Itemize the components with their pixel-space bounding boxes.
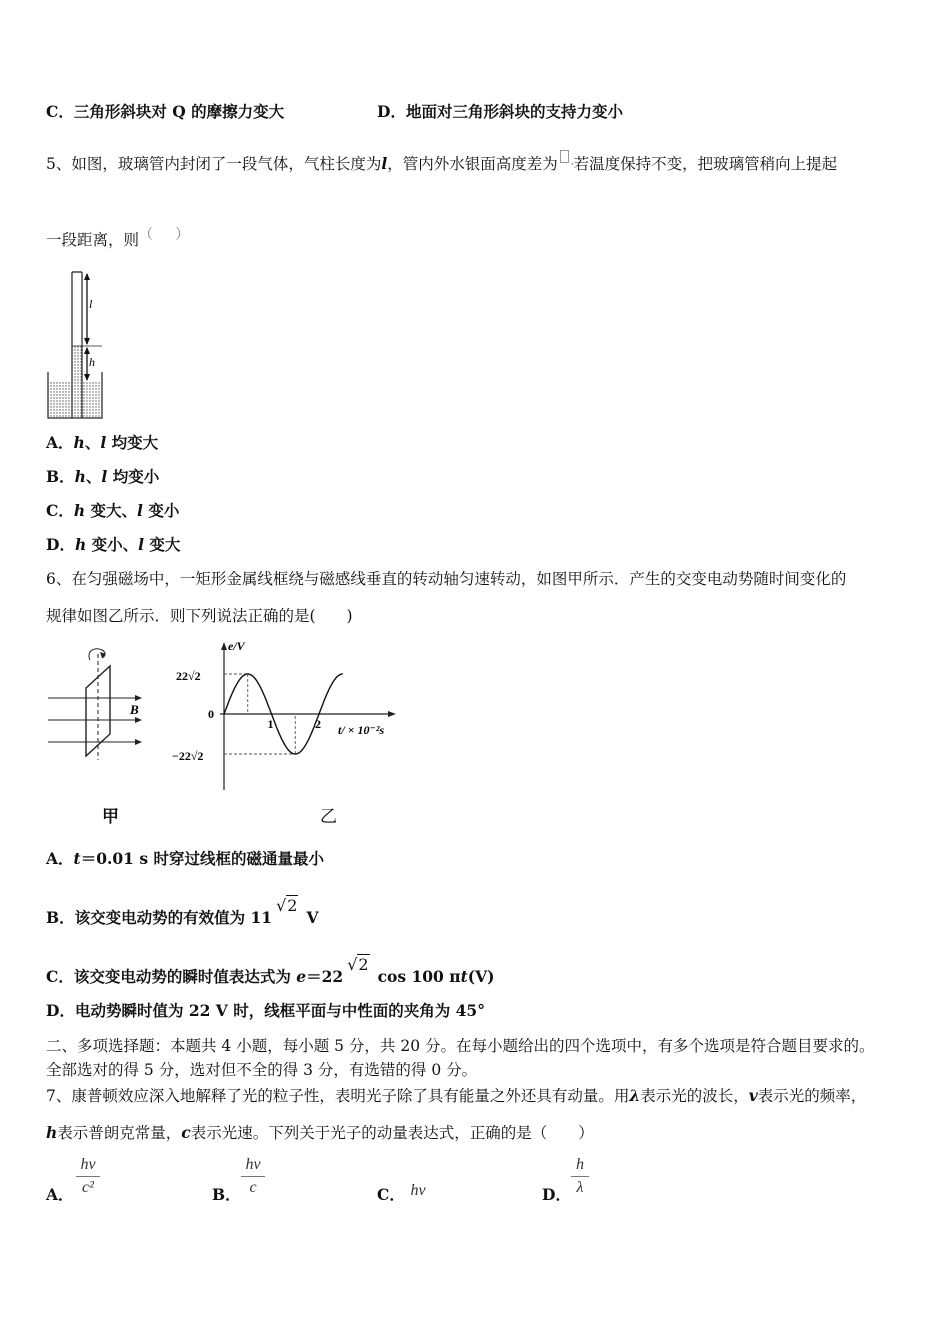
y-max-label: 22√2 — [176, 669, 201, 683]
q7-stem-line2: h表示普朗克常量，c表示光速。下列关于光子的动量表达式，正确的是（ ） — [46, 1123, 594, 1142]
q7-option-c-expression: hν — [410, 1182, 426, 1199]
x-tick-2: 2 — [315, 717, 321, 731]
q6-option-d: D．电动势瞬时值为 22 V 时，线框平面与中性面的夹角为 45° — [46, 1001, 485, 1020]
section2-heading-line2: 全部选对的得 5 分，选对但不全的得 3 分，有选错的得 0 分。 — [46, 1061, 478, 1079]
q7-option-c-letter: C． — [377, 1185, 405, 1204]
section2-heading-line1: 二、多项选择题：本题共 4 小题，每小题 5 分，共 20 分。在每小题给出的四个选项中，有多个选项是符合题目要求的。 — [46, 1037, 875, 1055]
q7-option-a-fraction: hν c² — [76, 1156, 100, 1197]
q5-option-a: A．h、l 均变大 — [46, 433, 159, 452]
y-min-label: −22√2 — [172, 749, 204, 763]
x-axis-arrow — [388, 711, 396, 717]
answer-parentheses: （ ） — [139, 227, 190, 243]
b-field-label: B — [130, 702, 139, 717]
q6-fig-yi-chart — [170, 636, 402, 792]
x-tick-1: 1 — [267, 717, 274, 731]
x-axis-label: t/ × 10⁻²s — [338, 723, 385, 737]
q6-option-c: C．该交变电动势的瞬时值表达式为 e＝22√2cos 100 πt(V) — [46, 955, 495, 986]
label-l: l — [89, 297, 93, 311]
q5-option-c: C．h 变大、l 变小 — [46, 501, 180, 520]
q6-stem-line1: 6、在匀强磁场中，一矩形金属线框绕与磁感线垂直的转动轴匀速转动，如图甲所示．产生的交变电动势随时间变化的 — [46, 570, 847, 588]
y-axis-arrow — [221, 642, 227, 650]
q7-option-d-letter: D． — [542, 1185, 571, 1204]
q7-option-a-letter: A． — [46, 1185, 74, 1204]
q5-option-b: B．h、l 均变小 — [46, 467, 160, 486]
q5-stem-line1: 5、如图，玻璃管内封闭了一段气体，气柱长度为l，管内外水银面高度差为 ·若温度保持不变，把玻璃管稍向上提起 — [46, 150, 837, 175]
q4-option-d: D．地面对三角形斜块的支持力变小 — [377, 102, 623, 121]
q6-fig-jia — [44, 642, 154, 762]
label-h: h — [89, 355, 95, 369]
caption-yi: 乙 — [320, 807, 337, 827]
q7-stem-line1: 7、康普顿效应深入地解释了光的粒子性，表明光子除了具有能量之外还具有动量。用λ表示光的波长，v表示光的频率， — [46, 1086, 867, 1105]
q7-option-b-letter: B． — [212, 1185, 241, 1204]
sqrt-symbol: √2 — [276, 896, 298, 915]
sqrt-symbol: √2 — [347, 955, 369, 974]
q7-option-b-fraction: hν c — [241, 1156, 265, 1197]
q5-tube-figure — [44, 268, 108, 422]
q5-stem-line2: 一段距离，则（ ） — [46, 227, 190, 249]
caption-jia: 甲 — [102, 807, 119, 827]
q4-option-c: C．三角形斜块对 Q 的摩擦力变大 — [46, 102, 285, 121]
q6-stem-line2: 规律如图乙所示．则下列说法正确的是( ) — [46, 607, 353, 625]
mercury-column — [72, 346, 82, 418]
q6-option-b: B．该交变电动势的有效值为 11√2V — [46, 896, 319, 927]
q5-option-d: D．h 变小、l 变大 — [46, 535, 181, 554]
missing-glyph-box — [560, 150, 569, 163]
q6-option-a: A．t＝0.01 s 时穿过线框的磁通量最小 — [46, 849, 324, 868]
origin-label: 0 — [208, 707, 214, 721]
q7-option-d-fraction: h λ — [571, 1156, 589, 1197]
y-axis-label: e/V — [228, 639, 245, 653]
